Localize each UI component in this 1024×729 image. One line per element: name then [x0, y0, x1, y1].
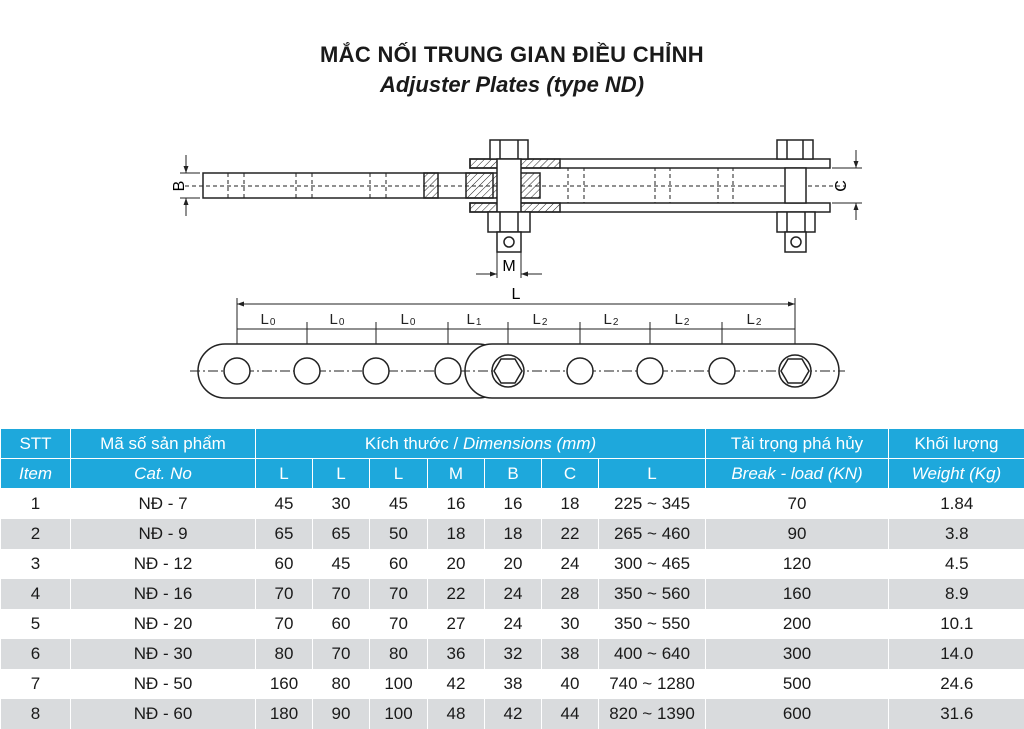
header-tai-trong: Tải trọng phá hủy — [706, 429, 889, 459]
cell-cat: NĐ - 12 — [71, 549, 256, 579]
table-row — [1, 609, 1024, 639]
page-title: MẮC NỐI TRUNG GIAN ĐIỀU CHỈNH — [0, 42, 1024, 68]
header-dim-b: B — [485, 459, 542, 489]
segment-label-main: L — [604, 311, 612, 328]
spec-table — [0, 428, 1024, 729]
cell-stt: 5 — [1, 609, 71, 639]
cell-stt: 3 — [1, 549, 71, 579]
cell-l: 820 ~ 1390 — [599, 699, 706, 729]
header-cat-no: Cat. No — [71, 459, 256, 489]
cell-m: 42 — [428, 669, 485, 699]
cell-load: 200 — [706, 609, 889, 639]
cell-m: 20 — [428, 549, 485, 579]
cell-stt: 1 — [1, 489, 71, 520]
cell-b: 42 — [485, 699, 542, 729]
table-row — [1, 669, 1024, 699]
segment-label-main: L — [533, 311, 541, 328]
segment-label-sub: 2 — [756, 317, 762, 328]
segment-label — [533, 311, 548, 328]
table-row — [1, 519, 1024, 549]
cell-stt: 8 — [1, 699, 71, 729]
label-l: L — [512, 286, 521, 303]
cell-weight: 24.6 — [889, 669, 1024, 699]
header-stt: STT — [1, 429, 71, 459]
cell-l0: 80 — [256, 639, 313, 669]
cell-l: 400 ~ 640 — [599, 639, 706, 669]
cell-l1: 45 — [313, 549, 370, 579]
header-item: Item — [1, 459, 71, 489]
cell-cat: NĐ - 50 — [71, 669, 256, 699]
cell-l2: 45 — [370, 489, 428, 520]
cell-l: 225 ~ 345 — [599, 489, 706, 520]
segment-label — [604, 311, 619, 328]
cell-b: 16 — [485, 489, 542, 520]
segment-label — [330, 311, 345, 328]
cell-l1: 70 — [313, 639, 370, 669]
cell-m: 18 — [428, 519, 485, 549]
cell-load: 600 — [706, 699, 889, 729]
table-row — [1, 579, 1024, 609]
segment-label-main: L — [330, 311, 338, 328]
cell-weight: 4.5 — [889, 549, 1024, 579]
header-dim-l2: L — [370, 459, 428, 489]
segment-label-main: L — [401, 311, 409, 328]
cell-weight: 10.1 — [889, 609, 1024, 639]
segment-dimensions — [237, 322, 795, 345]
top-view — [190, 344, 845, 398]
cell-weight: 8.9 — [889, 579, 1024, 609]
header-dim-l0: L — [256, 459, 313, 489]
header-ma-so: Mã số sản phẩm — [71, 429, 256, 459]
cell-l0: 65 — [256, 519, 313, 549]
cell-l: 350 ~ 550 — [599, 609, 706, 639]
cell-l0: 160 — [256, 669, 313, 699]
dimension-l — [237, 298, 795, 345]
cell-cat: NĐ - 9 — [71, 519, 256, 549]
header-dim-l1: L — [313, 459, 370, 489]
cell-b: 32 — [485, 639, 542, 669]
cell-l1: 70 — [313, 579, 370, 609]
header-dim-m: M — [428, 459, 485, 489]
cell-c: 38 — [542, 639, 599, 669]
cell-weight: 31.6 — [889, 699, 1024, 729]
table-row — [1, 549, 1024, 579]
cell-c: 30 — [542, 609, 599, 639]
segment-label — [401, 311, 416, 328]
cell-weight: 14.0 — [889, 639, 1024, 669]
label-m: M — [502, 258, 515, 275]
page-subtitle: Adjuster Plates (type ND) — [0, 72, 1024, 98]
cell-l: 350 ~ 560 — [599, 579, 706, 609]
cell-l2: 60 — [370, 549, 428, 579]
cell-l2: 100 — [370, 699, 428, 729]
cell-m: 27 — [428, 609, 485, 639]
segment-label-main: L — [675, 311, 683, 328]
cell-b: 24 — [485, 609, 542, 639]
cell-l0: 60 — [256, 549, 313, 579]
segment-label — [261, 311, 276, 328]
segment-label — [675, 311, 690, 328]
cell-l: 740 ~ 1280 — [599, 669, 706, 699]
cell-c: 44 — [542, 699, 599, 729]
table-row — [1, 639, 1024, 669]
segment-label-sub: 0 — [410, 317, 416, 328]
segment-label-sub: 2 — [542, 317, 548, 328]
cell-m: 36 — [428, 639, 485, 669]
cell-l2: 70 — [370, 609, 428, 639]
segment-label-sub: 2 — [613, 317, 619, 328]
cell-cat: NĐ - 20 — [71, 609, 256, 639]
segment-label-sub: 1 — [476, 317, 482, 328]
cell-load: 120 — [706, 549, 889, 579]
cell-stt: 6 — [1, 639, 71, 669]
cell-load: 300 — [706, 639, 889, 669]
header-khoi-luong: Khối lượng — [889, 429, 1024, 459]
cell-c: 28 — [542, 579, 599, 609]
cell-b: 18 — [485, 519, 542, 549]
label-b: B — [171, 181, 188, 192]
cell-l2: 80 — [370, 639, 428, 669]
header-break-load: Break - load (KN) — [706, 459, 889, 489]
cell-cat: NĐ - 7 — [71, 489, 256, 520]
cell-m: 16 — [428, 489, 485, 520]
cell-b: 38 — [485, 669, 542, 699]
cell-l1: 90 — [313, 699, 370, 729]
header-weight: Weight (Kg) — [889, 459, 1024, 489]
cell-l: 265 ~ 460 — [599, 519, 706, 549]
table-row — [1, 489, 1024, 520]
cell-l2: 50 — [370, 519, 428, 549]
label-c: C — [833, 180, 850, 192]
cell-load: 70 — [706, 489, 889, 520]
cell-cat: NĐ - 30 — [71, 639, 256, 669]
cell-l2: 100 — [370, 669, 428, 699]
segment-label-sub: 0 — [270, 317, 276, 328]
segment-label — [747, 311, 762, 328]
segment-label-sub: 2 — [684, 317, 690, 328]
cell-l1: 65 — [313, 519, 370, 549]
cell-l2: 70 — [370, 579, 428, 609]
cell-cat: NĐ - 60 — [71, 699, 256, 729]
cell-b: 24 — [485, 579, 542, 609]
cell-b: 20 — [485, 549, 542, 579]
cell-load: 500 — [706, 669, 889, 699]
cell-stt: 4 — [1, 579, 71, 609]
segment-label-main: L — [747, 311, 755, 328]
cell-m: 48 — [428, 699, 485, 729]
cell-l1: 60 — [313, 609, 370, 639]
cell-c: 40 — [542, 669, 599, 699]
cell-weight: 1.84 — [889, 489, 1024, 520]
header-dimensions — [256, 429, 706, 459]
segment-label-main: L — [467, 311, 475, 328]
cell-c: 22 — [542, 519, 599, 549]
cell-l1: 30 — [313, 489, 370, 520]
cell-l0: 180 — [256, 699, 313, 729]
segment-label-main: L — [261, 311, 269, 328]
cell-l0: 70 — [256, 579, 313, 609]
cell-load: 90 — [706, 519, 889, 549]
header-dimensions-en: Dimensions (mm) — [463, 434, 596, 453]
segment-label — [467, 311, 482, 328]
cell-l0: 45 — [256, 489, 313, 520]
cell-m: 22 — [428, 579, 485, 609]
cell-l1: 80 — [313, 669, 370, 699]
cell-cat: NĐ - 16 — [71, 579, 256, 609]
cell-c: 24 — [542, 549, 599, 579]
cell-stt: 7 — [1, 669, 71, 699]
cell-c: 18 — [542, 489, 599, 520]
cell-load: 160 — [706, 579, 889, 609]
segment-label-sub: 0 — [339, 317, 345, 328]
cell-l0: 70 — [256, 609, 313, 639]
header-dim-c: C — [542, 459, 599, 489]
cell-weight: 3.8 — [889, 519, 1024, 549]
header-kich-thuoc: Kích thước / — [365, 434, 458, 453]
cell-l: 300 ~ 465 — [599, 549, 706, 579]
side-view — [185, 140, 845, 252]
header-dim-l: L — [599, 459, 706, 489]
cell-stt: 2 — [1, 519, 71, 549]
